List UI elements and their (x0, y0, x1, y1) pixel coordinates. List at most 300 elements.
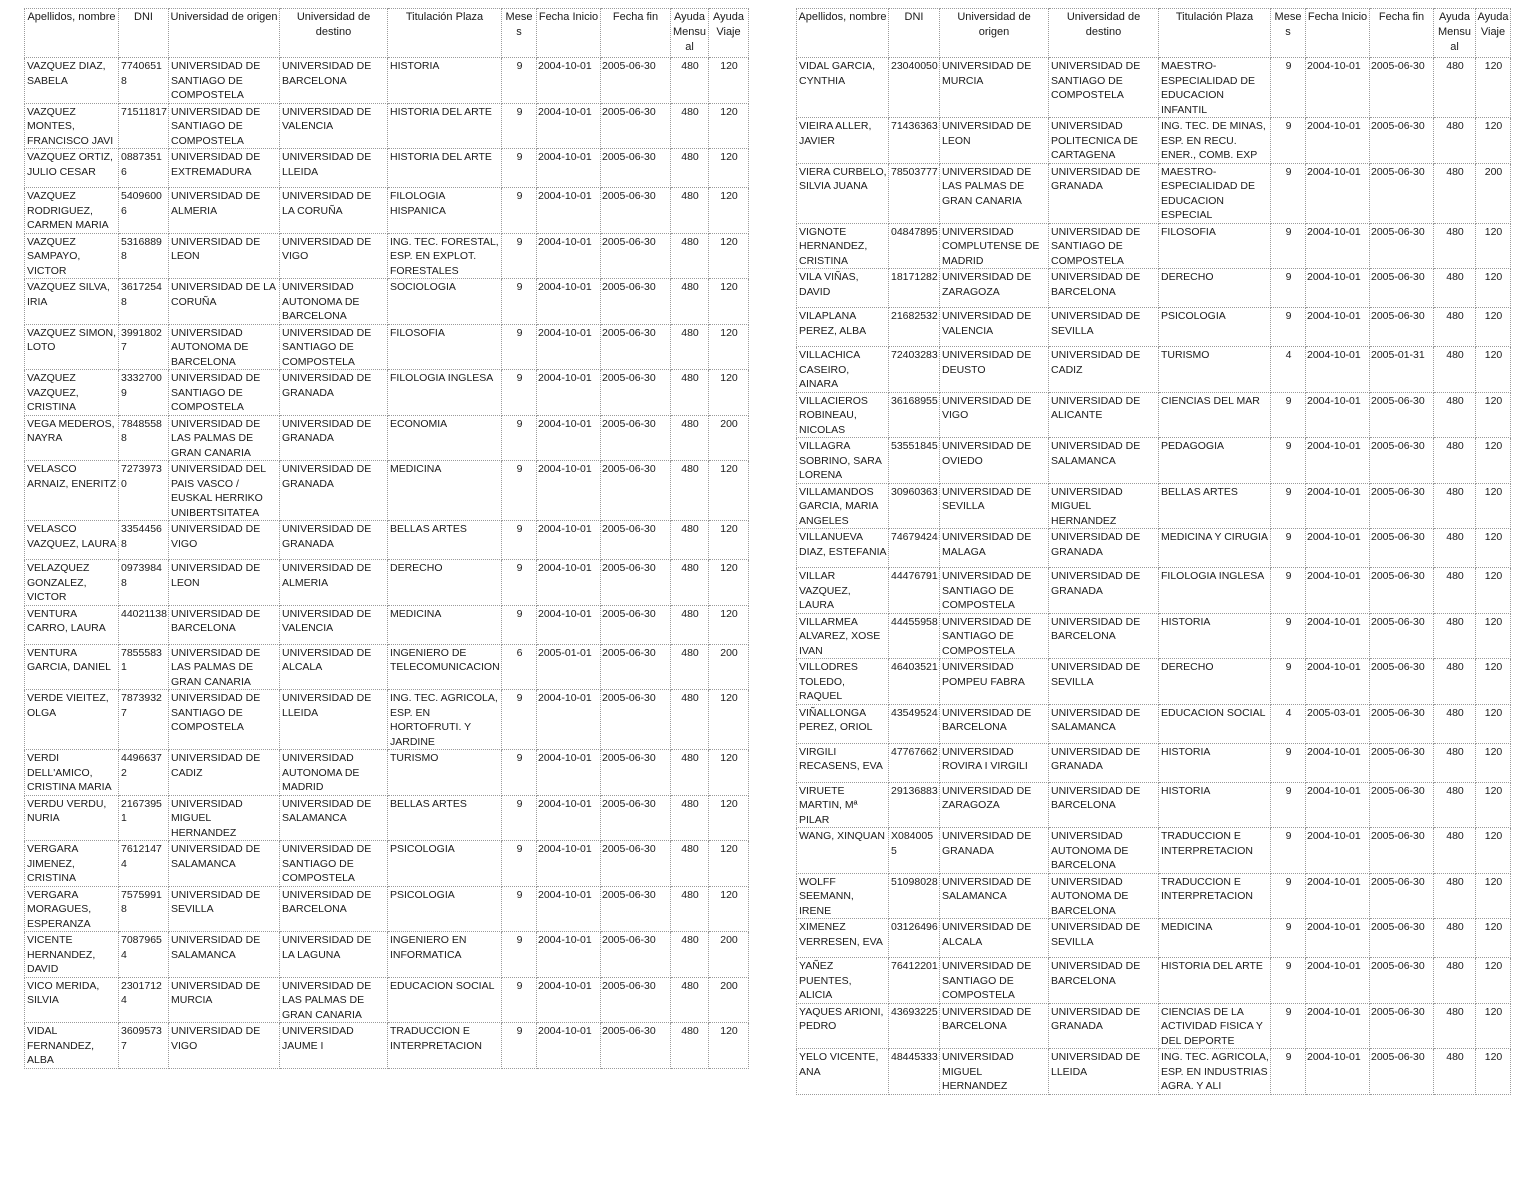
cell-ayuda-mensual: 480 (671, 324, 709, 370)
cell-fecha-fin: 2005-06-30 (601, 560, 671, 606)
cell-titulacion: MEDICINA (388, 461, 502, 521)
cell-ayuda-mensual: 480 (671, 461, 709, 521)
cell-ayuda-mensual: 480 (1434, 743, 1476, 782)
cell-fecha-inicio: 2004-10-01 (1306, 919, 1370, 958)
cell-ayuda-mensual: 480 (671, 103, 709, 149)
cell-ayuda-mensual: 480 (1434, 1003, 1476, 1049)
table-row (797, 919, 1511, 958)
cell-titulacion: BELLAS ARTES (1159, 483, 1271, 529)
cell-fecha-fin: 2005-06-30 (1370, 308, 1434, 347)
cell-apellidos-nombre: VERDE VIEITEZ, OLGA (25, 690, 119, 750)
cell-univ-origen: UNIVERSIDAD DE GRANADA (940, 828, 1049, 874)
cell-dni: 43693225 (889, 1003, 940, 1049)
cell-ayuda-viaje: 120 (709, 605, 749, 644)
cell-meses: 9 (502, 605, 537, 644)
cell-meses: 9 (1271, 873, 1306, 919)
cell-fecha-fin: 2005-06-30 (601, 279, 671, 325)
cell-ayuda-mensual: 480 (671, 149, 709, 188)
cell-fecha-inicio: 2004-10-01 (1306, 392, 1370, 438)
cell-meses: 9 (1271, 223, 1306, 269)
cell-ayuda-mensual: 480 (671, 841, 709, 887)
cell-meses: 9 (502, 932, 537, 978)
cell-apellidos-nombre: VENTURA GARCIA, DANIEL (25, 644, 119, 690)
cell-univ-origen: UNIVERSIDAD DE ALCALA (940, 919, 1049, 958)
cell-apellidos-nombre: VILLACIEROS ROBINEAU, NICOLAS (797, 392, 889, 438)
table-row (25, 103, 749, 149)
cell-fecha-inicio: 2004-10-01 (537, 415, 601, 461)
cell-ayuda-mensual: 480 (671, 279, 709, 325)
col-header-meses: Meses (1271, 9, 1306, 58)
cell-titulacion: EDUCACION SOCIAL (1159, 704, 1271, 743)
cell-univ-destino: UNIVERSIDAD DE GRANADA (280, 415, 388, 461)
cell-apellidos-nombre: VILLARMEA ALVAREZ, XOSE IVAN (797, 613, 889, 659)
cell-fecha-inicio: 2004-10-01 (537, 560, 601, 606)
cell-ayuda-viaje: 120 (709, 324, 749, 370)
cell-apellidos-nombre: VIEIRA ALLER, JAVIER (797, 118, 889, 164)
cell-apellidos-nombre: VERDI DELL'AMICO, CRISTINA MARIA (25, 750, 119, 796)
cell-fecha-fin: 2005-06-30 (1370, 1003, 1434, 1049)
cell-fecha-fin: 2005-06-30 (601, 233, 671, 279)
table-row (797, 873, 1511, 919)
cell-titulacion: BELLAS ARTES (388, 795, 502, 841)
cell-ayuda-mensual: 480 (1434, 438, 1476, 484)
table-row (25, 841, 749, 887)
cell-dni: 21673951 (119, 795, 169, 841)
cell-ayuda-viaje: 120 (709, 461, 749, 521)
cell-ayuda-mensual: 480 (1434, 392, 1476, 438)
cell-meses: 9 (1271, 659, 1306, 705)
cell-ayuda-viaje: 120 (709, 149, 749, 188)
cell-meses: 9 (1271, 743, 1306, 782)
cell-dni: 43549524 (889, 704, 940, 743)
cell-ayuda-mensual: 480 (1434, 118, 1476, 164)
cell-ayuda-viaje: 120 (1476, 308, 1511, 347)
table-row (25, 324, 749, 370)
cell-univ-destino: UNIVERSIDAD DE BARCELONA (1049, 782, 1159, 828)
cell-fecha-fin: 2005-01-31 (1370, 347, 1434, 393)
table-row (25, 415, 749, 461)
cell-fecha-inicio: 2004-10-01 (537, 1023, 601, 1069)
cell-titulacion: EDUCACION SOCIAL (388, 977, 502, 1023)
cell-univ-origen: UNIVERSIDAD DE DEUSTO (940, 347, 1049, 393)
table-row (25, 690, 749, 750)
cell-ayuda-viaje: 120 (1476, 223, 1511, 269)
cell-apellidos-nombre: VAZQUEZ SAMPAYO, VICTOR (25, 233, 119, 279)
table-row (25, 977, 749, 1023)
col-header-univ-origen: Universidad de origen (169, 9, 280, 58)
cell-univ-destino: UNIVERSIDAD DE GRANADA (280, 370, 388, 416)
table-row (25, 795, 749, 841)
cell-univ-destino: UNIVERSIDAD DE ALMERIA (280, 560, 388, 606)
cell-apellidos-nombre: WOLFF SEEMANN, IRENE (797, 873, 889, 919)
cell-fecha-fin: 2005-06-30 (1370, 958, 1434, 1004)
cell-ayuda-viaje: 120 (1476, 873, 1511, 919)
cell-univ-destino: UNIVERSIDAD DE LA CORUÑA (280, 188, 388, 234)
table-row (797, 483, 1511, 529)
table-row (797, 1003, 1511, 1049)
cell-fecha-inicio: 2004-10-01 (1306, 163, 1370, 223)
cell-dni: 36168955 (889, 392, 940, 438)
cell-ayuda-viaje: 120 (709, 841, 749, 887)
cell-univ-destino: UNIVERSIDAD DE VALENCIA (280, 103, 388, 149)
cell-fecha-fin: 2005-06-30 (601, 1023, 671, 1069)
cell-ayuda-viaje: 120 (709, 886, 749, 932)
cell-titulacion: PSICOLOGIA (388, 886, 502, 932)
cell-titulacion: TRADUCCION E INTERPRETACION (388, 1023, 502, 1069)
cell-fecha-fin: 2005-06-30 (601, 841, 671, 887)
cell-fecha-fin: 2005-06-30 (1370, 392, 1434, 438)
cell-univ-origen: UNIVERSIDAD DE LEON (940, 118, 1049, 164)
cell-meses: 9 (1271, 163, 1306, 223)
cell-univ-destino: UNIVERSIDAD DE SEVILLA (1049, 919, 1159, 958)
cell-dni: 53551845 (889, 438, 940, 484)
cell-univ-destino: UNIVERSIDAD DE SALAMANCA (1049, 438, 1159, 484)
cell-fecha-fin: 2005-06-30 (601, 644, 671, 690)
cell-apellidos-nombre: YAÑEZ PUENTES, ALICIA (797, 958, 889, 1004)
cell-univ-origen: UNIVERSIDAD AUTONOMA DE BARCELONA (169, 324, 280, 370)
cell-ayuda-viaje: 120 (709, 795, 749, 841)
cell-univ-destino: UNIVERSIDAD DE GRANADA (280, 521, 388, 560)
cell-ayuda-viaje: 200 (709, 932, 749, 978)
cell-univ-destino: UNIVERSIDAD DE GRANADA (1049, 1003, 1159, 1049)
cell-titulacion: HISTORIA DEL ARTE (1159, 958, 1271, 1004)
cell-univ-origen: UNIVERSIDAD DE LAS PALMAS DE GRAN CANARIA (940, 163, 1049, 223)
cell-ayuda-mensual: 480 (1434, 568, 1476, 614)
cell-ayuda-mensual: 480 (671, 750, 709, 796)
cell-univ-origen: UNIVERSIDAD DE MURCIA (169, 977, 280, 1023)
cell-titulacion: ING. TEC. AGRICOLA, ESP. EN HORTOFRUTI. Y JARDINE (388, 690, 502, 750)
cell-apellidos-nombre: VELASCO ARNAIZ, ENERITZ (25, 461, 119, 521)
cell-ayuda-viaje: 120 (709, 690, 749, 750)
cell-fecha-inicio: 2004-10-01 (537, 690, 601, 750)
cell-meses: 4 (1271, 347, 1306, 393)
table-row (797, 568, 1511, 614)
cell-titulacion: MEDICINA Y CIRUGIA (1159, 529, 1271, 568)
cell-fecha-fin: 2005-06-30 (1370, 483, 1434, 529)
cell-ayuda-viaje: 120 (1476, 438, 1511, 484)
table-row (25, 886, 749, 932)
cell-meses: 9 (1271, 958, 1306, 1004)
cell-titulacion: BELLAS ARTES (388, 521, 502, 560)
cell-univ-destino: UNIVERSIDAD AUTONOMA DE BARCELONA (280, 279, 388, 325)
cell-dni: 44455958 (889, 613, 940, 659)
cell-meses: 9 (502, 58, 537, 104)
cell-apellidos-nombre: VICENTE HERNANDEZ, DAVID (25, 932, 119, 978)
cell-univ-destino: UNIVERSIDAD AUTONOMA DE BARCELONA (1049, 873, 1159, 919)
cell-meses: 9 (1271, 529, 1306, 568)
cell-apellidos-nombre: VERGARA JIMENEZ, CRISTINA (25, 841, 119, 887)
cell-univ-origen: UNIVERSIDAD MIGUEL HERNANDEZ (940, 1049, 1049, 1095)
cell-univ-destino: UNIVERSIDAD DE LLEIDA (280, 149, 388, 188)
cell-ayuda-viaje: 120 (1476, 529, 1511, 568)
cell-fecha-inicio: 2004-10-01 (1306, 223, 1370, 269)
cell-univ-origen: UNIVERSIDAD DE SEVILLA (940, 483, 1049, 529)
cell-univ-origen: UNIVERSIDAD DE SALAMANCA (169, 841, 280, 887)
table-row (25, 58, 749, 104)
cell-univ-destino: UNIVERSIDAD DE ALICANTE (1049, 392, 1159, 438)
cell-ayuda-viaje: 120 (1476, 392, 1511, 438)
cell-apellidos-nombre: VERDU VERDU, NURIA (25, 795, 119, 841)
cell-fecha-inicio: 2004-10-01 (1306, 269, 1370, 308)
cell-fecha-inicio: 2004-10-01 (1306, 743, 1370, 782)
cell-dni: 33327009 (119, 370, 169, 416)
cell-fecha-fin: 2005-06-30 (601, 690, 671, 750)
col-header-fecha-fin: Fecha fin (1370, 9, 1434, 58)
cell-meses: 9 (502, 149, 537, 188)
cell-univ-origen: UNIVERSIDAD DE SANTIAGO DE COMPOSTELA (940, 568, 1049, 614)
cell-ayuda-mensual: 480 (1434, 529, 1476, 568)
table-row (797, 958, 1511, 1004)
cell-dni: 74679424 (889, 529, 940, 568)
cell-dni: 72739730 (119, 461, 169, 521)
cell-titulacion: HISTORIA (1159, 782, 1271, 828)
cell-titulacion: HISTORIA (1159, 743, 1271, 782)
cell-ayuda-mensual: 480 (671, 188, 709, 234)
cell-titulacion: ING. TEC. FORESTAL, ESP. EN EXPLOT. FORESTALES (388, 233, 502, 279)
table-row (797, 782, 1511, 828)
table-row (25, 149, 749, 188)
cell-ayuda-mensual: 480 (671, 1023, 709, 1069)
cell-fecha-inicio: 2004-10-01 (537, 233, 601, 279)
cell-dni: 53168898 (119, 233, 169, 279)
cell-fecha-fin: 2005-06-30 (1370, 163, 1434, 223)
cell-apellidos-nombre: VILLAR VAZQUEZ, LAURA (797, 568, 889, 614)
cell-ayuda-viaje: 120 (1476, 347, 1511, 393)
cell-fecha-fin: 2005-06-30 (601, 977, 671, 1023)
grants-table-left (24, 8, 749, 1069)
cell-titulacion: FILOSOFIA (388, 324, 502, 370)
cell-titulacion: CIENCIAS DE LA ACTIVIDAD FISICA Y DEL DEPORTE (1159, 1003, 1271, 1049)
cell-apellidos-nombre: YAQUES ARIONI, PEDRO (797, 1003, 889, 1049)
cell-apellidos-nombre: VILAPLANA PEREZ, ALBA (797, 308, 889, 347)
cell-apellidos-nombre: WANG, XINQUAN (797, 828, 889, 874)
cell-univ-origen: UNIVERSIDAD DE VIGO (169, 521, 280, 560)
cell-univ-origen: UNIVERSIDAD DE VIGO (169, 1023, 280, 1069)
cell-dni: 23017124 (119, 977, 169, 1023)
cell-fecha-fin: 2005-06-30 (1370, 58, 1434, 118)
cell-titulacion: PSICOLOGIA (388, 841, 502, 887)
table-body-left (25, 58, 749, 1069)
cell-univ-destino: UNIVERSIDAD DE GRANADA (1049, 743, 1159, 782)
col-header-apellidos: Apellidos, nombre (25, 9, 119, 58)
col-header-dni: DNI (889, 9, 940, 58)
cell-apellidos-nombre: VERGARA MORAGUES, ESPERANZA (25, 886, 119, 932)
cell-ayuda-mensual: 480 (1434, 704, 1476, 743)
cell-fecha-inicio: 2004-10-01 (1306, 308, 1370, 347)
cell-fecha-inicio: 2004-10-01 (1306, 782, 1370, 828)
cell-fecha-inicio: 2004-10-01 (1306, 1049, 1370, 1095)
cell-univ-origen: UNIVERSIDAD DE LEON (169, 560, 280, 606)
cell-univ-origen: UNIVERSIDAD DE SALAMANCA (169, 932, 280, 978)
cell-univ-destino: UNIVERSIDAD DE GRANADA (1049, 568, 1159, 614)
cell-univ-origen: UNIVERSIDAD DE ALMERIA (169, 188, 280, 234)
cell-titulacion: FILOLOGIA INGLESA (388, 370, 502, 416)
cell-ayuda-viaje: 120 (1476, 919, 1511, 958)
cell-univ-destino: UNIVERSIDAD DE BARCELONA (1049, 613, 1159, 659)
cell-titulacion: TRADUCCION E INTERPRETACION (1159, 828, 1271, 874)
cell-ayuda-mensual: 480 (671, 605, 709, 644)
cell-meses: 9 (502, 233, 537, 279)
cell-ayuda-mensual: 480 (671, 521, 709, 560)
cell-fecha-inicio: 2004-10-01 (537, 149, 601, 188)
cell-meses: 9 (1271, 438, 1306, 484)
cell-meses: 9 (502, 370, 537, 416)
cell-meses: 9 (1271, 782, 1306, 828)
cell-fecha-inicio: 2004-10-01 (1306, 529, 1370, 568)
cell-univ-destino: UNIVERSIDAD DE GRANADA (1049, 529, 1159, 568)
cell-ayuda-viaje: 120 (1476, 743, 1511, 782)
table-row (25, 560, 749, 606)
cell-meses: 9 (1271, 1049, 1306, 1095)
cell-fecha-inicio: 2005-03-01 (1306, 704, 1370, 743)
table-row (797, 828, 1511, 874)
cell-fecha-inicio: 2004-10-01 (537, 324, 601, 370)
cell-fecha-fin: 2005-06-30 (601, 188, 671, 234)
cell-univ-origen: UNIVERSIDAD DE SANTIAGO DE COMPOSTELA (169, 690, 280, 750)
cell-meses: 9 (502, 750, 537, 796)
col-header-univ-destino: Universidad de destino (1049, 9, 1159, 58)
table-row (25, 279, 749, 325)
cell-ayuda-mensual: 480 (671, 886, 709, 932)
cell-univ-destino: UNIVERSIDAD DE BARCELONA (1049, 269, 1159, 308)
table-row (25, 932, 749, 978)
cell-meses: 9 (1271, 118, 1306, 164)
cell-fecha-fin: 2005-06-30 (601, 605, 671, 644)
cell-ayuda-viaje: 120 (1476, 483, 1511, 529)
cell-univ-origen: UNIVERSIDAD DE EXTREMADURA (169, 149, 280, 188)
col-header-titulacion: Titulación Plaza (388, 9, 502, 58)
cell-dni: 23040050 (889, 58, 940, 118)
cell-dni: 04847895 (889, 223, 940, 269)
cell-fecha-fin: 2005-06-30 (601, 58, 671, 104)
cell-ayuda-mensual: 480 (1434, 347, 1476, 393)
cell-fecha-fin: 2005-06-30 (601, 415, 671, 461)
table-row (797, 223, 1511, 269)
cell-fecha-inicio: 2004-10-01 (1306, 483, 1370, 529)
table-row (25, 605, 749, 644)
cell-apellidos-nombre: VIÑALLONGA PEREZ, ORIOL (797, 704, 889, 743)
cell-univ-origen: UNIVERSIDAD DE BARCELONA (940, 704, 1049, 743)
cell-univ-destino: UNIVERSIDAD DE SANTIAGO DE COMPOSTELA (280, 841, 388, 887)
col-header-apellidos: Apellidos, nombre (797, 9, 889, 58)
cell-dni: 78485588 (119, 415, 169, 461)
cell-ayuda-mensual: 480 (1434, 483, 1476, 529)
cell-univ-origen: UNIVERSIDAD DE LEON (169, 233, 280, 279)
cell-fecha-fin: 2005-06-30 (1370, 873, 1434, 919)
table-row (797, 704, 1511, 743)
cell-fecha-fin: 2005-06-30 (1370, 743, 1434, 782)
cell-univ-origen: UNIVERSIDAD COMPLUTENSE DE MADRID (940, 223, 1049, 269)
cell-titulacion: DERECHO (1159, 269, 1271, 308)
cell-fecha-fin: 2005-06-30 (1370, 659, 1434, 705)
cell-meses: 9 (1271, 308, 1306, 347)
cell-apellidos-nombre: VENTURA CARRO, LAURA (25, 605, 119, 644)
cell-titulacion: DERECHO (1159, 659, 1271, 705)
cell-univ-destino: UNIVERSIDAD JAUME I (280, 1023, 388, 1069)
cell-ayuda-viaje: 200 (709, 977, 749, 1023)
cell-univ-destino: UNIVERSIDAD DE SEVILLA (1049, 659, 1159, 705)
cell-dni: 29136883 (889, 782, 940, 828)
cell-dni: 78739327 (119, 690, 169, 750)
cell-fecha-fin: 2005-06-30 (1370, 568, 1434, 614)
cell-apellidos-nombre: VIRGILI RECASENS, EVA (797, 743, 889, 782)
cell-apellidos-nombre: XIMENEZ VERRESEN, EVA (797, 919, 889, 958)
cell-ayuda-viaje: 120 (709, 103, 749, 149)
cell-apellidos-nombre: YELO VICENTE, ANA (797, 1049, 889, 1095)
cell-titulacion: FILOLOGIA INGLESA (1159, 568, 1271, 614)
cell-titulacion: FILOLOGIA HISPANICA (388, 188, 502, 234)
grants-table-right (796, 8, 1511, 1095)
cell-univ-destino: UNIVERSIDAD DE SANTIAGO DE COMPOSTELA (1049, 58, 1159, 118)
cell-ayuda-mensual: 480 (1434, 919, 1476, 958)
table-row (797, 743, 1511, 782)
cell-fecha-inicio: 2004-10-01 (537, 58, 601, 104)
cell-univ-destino: UNIVERSIDAD DE BARCELONA (280, 886, 388, 932)
cell-titulacion: DERECHO (388, 560, 502, 606)
cell-fecha-fin: 2005-06-30 (601, 750, 671, 796)
table-header-row (797, 9, 1511, 58)
document-page-left (24, 8, 748, 1069)
cell-titulacion: HISTORIA DEL ARTE (388, 149, 502, 188)
cell-dni: 71436363 (889, 118, 940, 164)
cell-dni: 21682532 (889, 308, 940, 347)
cell-ayuda-viaje: 120 (1476, 1049, 1511, 1095)
cell-fecha-fin: 2005-06-30 (1370, 529, 1434, 568)
cell-meses: 9 (1271, 483, 1306, 529)
cell-dni: 36172548 (119, 279, 169, 325)
table-header-row (25, 9, 749, 58)
cell-fecha-fin: 2005-06-30 (601, 461, 671, 521)
cell-titulacion: TRADUCCION E INTERPRETACION (1159, 873, 1271, 919)
table-row (25, 461, 749, 521)
cell-fecha-fin: 2005-06-30 (601, 932, 671, 978)
cell-fecha-inicio: 2004-10-01 (537, 932, 601, 978)
cell-fecha-inicio: 2004-10-01 (537, 977, 601, 1023)
table-row (25, 750, 749, 796)
cell-ayuda-viaje: 120 (709, 58, 749, 104)
cell-ayuda-mensual: 480 (671, 932, 709, 978)
cell-dni: 48445333 (889, 1049, 940, 1095)
cell-fecha-inicio: 2004-10-01 (537, 886, 601, 932)
cell-univ-origen: UNIVERSIDAD DEL PAIS VASCO / EUSKAL HERRIKO UNIBERTSITATEA (169, 461, 280, 521)
cell-fecha-fin: 2005-06-30 (1370, 1049, 1434, 1095)
cell-meses: 4 (1271, 704, 1306, 743)
col-header-titulacion: Titulación Plaza (1159, 9, 1271, 58)
cell-fecha-inicio: 2004-10-01 (537, 461, 601, 521)
cell-univ-destino: UNIVERSIDAD DE CADIZ (1049, 347, 1159, 393)
cell-univ-origen: UNIVERSIDAD DE SANTIAGO DE COMPOSTELA (169, 58, 280, 104)
cell-apellidos-nombre: VILLAMANDOS GARCIA, MARIA ANGELES (797, 483, 889, 529)
table-row (797, 1049, 1511, 1095)
cell-fecha-inicio: 2004-10-01 (1306, 568, 1370, 614)
cell-meses: 9 (502, 560, 537, 606)
cell-meses: 9 (1271, 828, 1306, 874)
cell-titulacion: HISTORIA DEL ARTE (388, 103, 502, 149)
cell-ayuda-mensual: 480 (671, 415, 709, 461)
cell-ayuda-mensual: 480 (1434, 659, 1476, 705)
cell-titulacion: INGENIERO EN INFORMATICA (388, 932, 502, 978)
cell-titulacion: ING. TEC. AGRICOLA, ESP. EN INDUSTRIAS AGRA. Y ALI (1159, 1049, 1271, 1095)
cell-fecha-fin: 2005-06-30 (1370, 438, 1434, 484)
cell-meses: 9 (502, 415, 537, 461)
cell-titulacion: ING. TEC. DE MINAS, ESP. EN RECU. ENER., COMB. EXP (1159, 118, 1271, 164)
table-row (797, 613, 1511, 659)
cell-univ-destino: UNIVERSIDAD MIGUEL HERNANDEZ (1049, 483, 1159, 529)
cell-titulacion: HISTORIA (1159, 613, 1271, 659)
cell-univ-destino: UNIVERSIDAD DE SANTIAGO DE COMPOSTELA (280, 324, 388, 370)
cell-univ-origen: UNIVERSIDAD DE SANTIAGO DE COMPOSTELA (940, 613, 1049, 659)
table-row (797, 659, 1511, 705)
